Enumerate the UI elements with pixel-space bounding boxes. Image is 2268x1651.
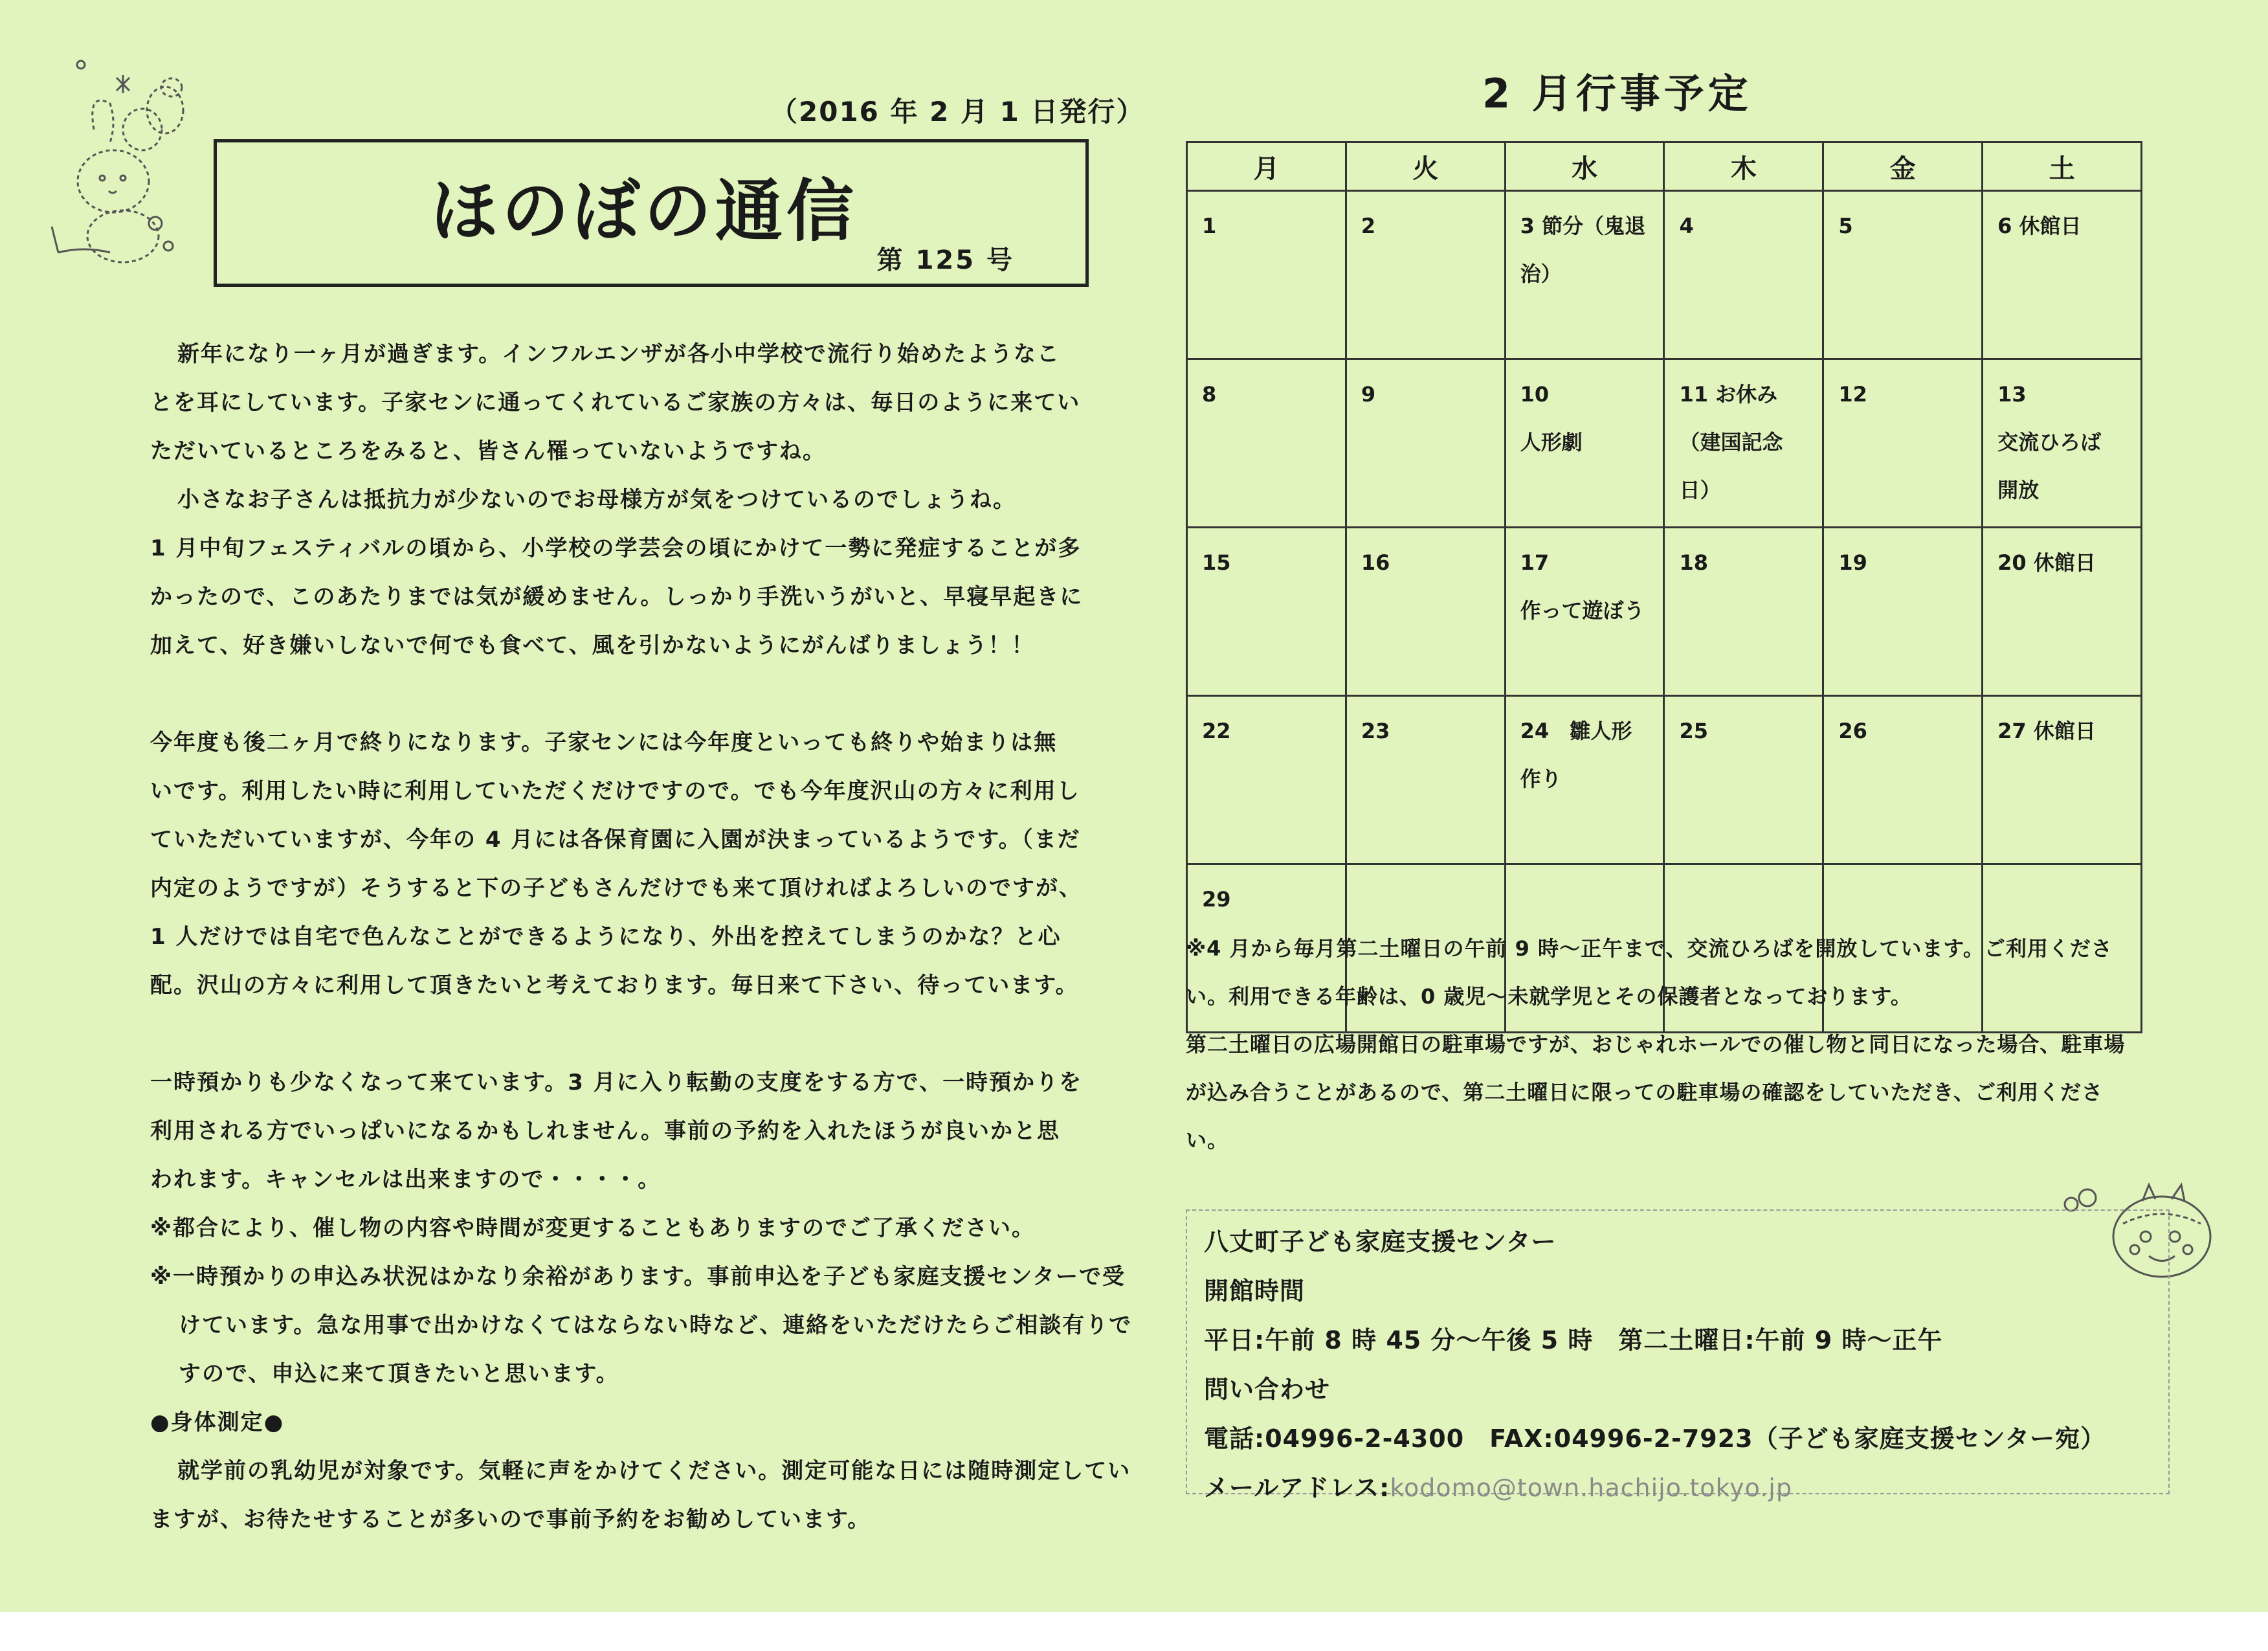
calendar-day-cell: 15 (1187, 528, 1346, 696)
calendar-day-cell: 23 (1346, 696, 1505, 864)
paragraph-3-line: いです。利用したい時に利用していただくだけですので。でも今年度沢山の方々に利用し (150, 778, 1080, 804)
paragraph-2-line: 1 月中旬フェスティバルの頃から、小学校の学芸会の頃にかけて一勢に発症することが多 (150, 535, 1082, 561)
phone-fax: 電話:04996-2-4300 FAX:04996-2-7923（子ども家庭支援センター宛） (1204, 1424, 2106, 1453)
calendar-day-cell: 27 休館日 (1983, 696, 2142, 864)
contact-info (1204, 1217, 2175, 1512)
calendar-day-cell: 20 休館日 (1983, 528, 2142, 696)
paragraph-4-line: 利用される方でいっぱいになるかもしれません。事前の予約を入れたほうが良いかと思 (150, 1118, 1061, 1144)
paragraph-3-line: 1 人だけでは自宅で色んなことができるようになり、外出を控えてしまうのかな？と心 (150, 924, 1062, 950)
calendar-day-cell: 8 (1187, 359, 1346, 528)
calendar-day-cell: 2 (1346, 191, 1505, 359)
calendar-day-cell: 9 (1346, 359, 1505, 528)
weekday-header: 土 (1983, 142, 2142, 191)
paragraph-1-line: とを耳にしています。子家センに通ってくれているご家族の方々は、毎日のように来てい (150, 390, 1081, 416)
calendar-week-row (1187, 191, 2142, 359)
weekday-header: 火 (1346, 142, 1505, 191)
measurement-heading: ●身体測定● (150, 1410, 285, 1435)
calendar-day-cell: 10 人形劇 (1505, 359, 1664, 528)
issue-date: （2016 年 2 月 1 日発行） (770, 96, 1145, 128)
paragraph-1-line: ただいているところをみると、皆さん罹っていないようですね。 (150, 438, 826, 464)
weekday-header: 木 (1664, 142, 1823, 191)
calendar-day-cell: 4 (1664, 191, 1823, 359)
calendar-day-cell: 26 (1823, 696, 1983, 864)
calendar-day-cell: 13 交流ひろば 開放 (1983, 359, 2142, 528)
weekday-header: 金 (1823, 142, 1983, 191)
calendar-header-row (1187, 142, 2142, 191)
weekday-header: 水 (1505, 142, 1664, 191)
calendar-day-cell: 22 (1187, 696, 1346, 864)
inquiry-label: 問い合わせ (1204, 1375, 1331, 1404)
calendar-week-row (1187, 528, 2142, 696)
calendar-day-cell: 24 雛人形 作り (1505, 696, 1664, 864)
hours-label: 開館時間 (1204, 1277, 1306, 1305)
email-label: メールアドレス: (1204, 1474, 1390, 1502)
calendar-day-cell: 6 休館日 (1983, 191, 2142, 359)
event-calendar (1186, 141, 2142, 1033)
paragraph-2-line: かったので、このあたりまでは気が緩めません。しっかり手洗いうがいと、早寝早起きに (150, 584, 1084, 610)
title-box (214, 139, 1089, 287)
calendar-notes (1186, 925, 2144, 1164)
temporary-care-note: ※一時預かりの申込み状況はかなり余裕があります。事前申込を子ども家庭支援センターで受けています。急な用事で出かけなくてはならない時など、連絡をいただけたらご相談有りですので、申込に来て頂きたいと思います。 (150, 1264, 1133, 1387)
opening-hours: 平日:午前 8 時 45 分～午後 5 時 第二土曜日:午前 9 時～正午 (1204, 1326, 1943, 1354)
calendar-week-row (1187, 359, 2142, 528)
parking-note: 第二土曜日の広場開館日の駐車場ですが、おじゃれホールでの催し物と同日になった場合、駐車場が込み合うことがあるので、第二土曜日に限っての駐車場の確認をしていただき、ご利用ください。 (1186, 1032, 2126, 1152)
issue-number: 第 125 号 (876, 245, 1014, 275)
email-address[interactable]: kodomo@town.hachijo.tokyo.jp (1390, 1474, 1792, 1502)
calendar-day-cell: 25 (1664, 696, 1823, 864)
center-name: 八丈町子ども家庭支援センター (1204, 1228, 1557, 1256)
calendar-day-cell: 3 節分（鬼退治） (1505, 191, 1664, 359)
measurement-text: 就学前の乳幼児が対象です。気軽に声をかけてください。測定可能な日には随時測定していますが、お待たせすることが多いので事前予約をお勧めしています。 (150, 1458, 1131, 1533)
paragraph-4-line: 一時預かりも少なくなって来ています。3 月に入り転勤の支度をする方で、一時預かりを (150, 1070, 1083, 1095)
paragraph-2-line: 小さなお子さんは抵抗力が少ないのでお母様方が気をつけているのでしょうね。 (177, 487, 1016, 513)
open-plaza-note: ※4 月から毎月第二土曜日の午前 9 時～正午まで、交流ひろばを開放しています。ご利用ください。利用できる年齢は、0 歳児～未就学児とその保護者となっております。 (1186, 936, 2113, 1009)
calendar-day-cell: 18 (1664, 528, 1823, 696)
paragraph-1-line: 新年になり一ヶ月が過ぎます。インフルエンザが各小中学校で流行り始めたようなこ (177, 341, 1060, 367)
calendar-day-cell: 29 (1187, 864, 1346, 1033)
calendar-week-row (1187, 696, 2142, 864)
paragraph-2-line: 加えて、好き嫌いしないで何でも食べて、風を引かないようにがんばりましょう！！ (150, 633, 1035, 658)
paragraph-3-line: 今年度も後二ヶ月で終りになります。子家センには今年度といっても終りや始まりは無 (150, 730, 1058, 756)
weekday-header: 月 (1187, 142, 1346, 191)
bunny-illustration-icon (45, 52, 201, 272)
calendar-day-cell: 19 (1823, 528, 1983, 696)
paragraph-3-line: 配。沢山の方々に利用して頂きたいと考えております。毎日来て下さい、待っています。 (150, 972, 1079, 998)
paragraph-3-line: ていただいていますが、今年の 4 月には各保育園に入園が決まっているようです。（まだ (150, 827, 1081, 853)
calendar-day-cell: 5 (1823, 191, 1983, 359)
newsletter-title: ほのぼの通信 (430, 172, 858, 251)
email-line (1204, 1463, 2175, 1512)
left-column-body (150, 330, 1134, 1544)
calendar-day-cell: 17 作って遊ぼう (1505, 528, 1664, 696)
schedule-change-note: ※都合により、催し物の内容や時間が変更することもありますのでご了承ください。 (150, 1215, 1036, 1241)
calendar-title: 2 月行事予定 (1482, 70, 1752, 117)
paragraph-4-line: われます。キャンセルは出来ますので・・・・。 (150, 1167, 662, 1193)
paragraph-3-line: 内定のようですが）そうすると下の子どもさんだけでも来て頂ければよろしいのですが、 (150, 875, 1082, 901)
calendar-day-cell: 1 (1187, 191, 1346, 359)
calendar-day-cell: 12 (1823, 359, 1983, 528)
calendar-day-cell: 16 (1346, 528, 1505, 696)
calendar-day-cell: 11 お休み （建国記念日） (1664, 359, 1823, 528)
